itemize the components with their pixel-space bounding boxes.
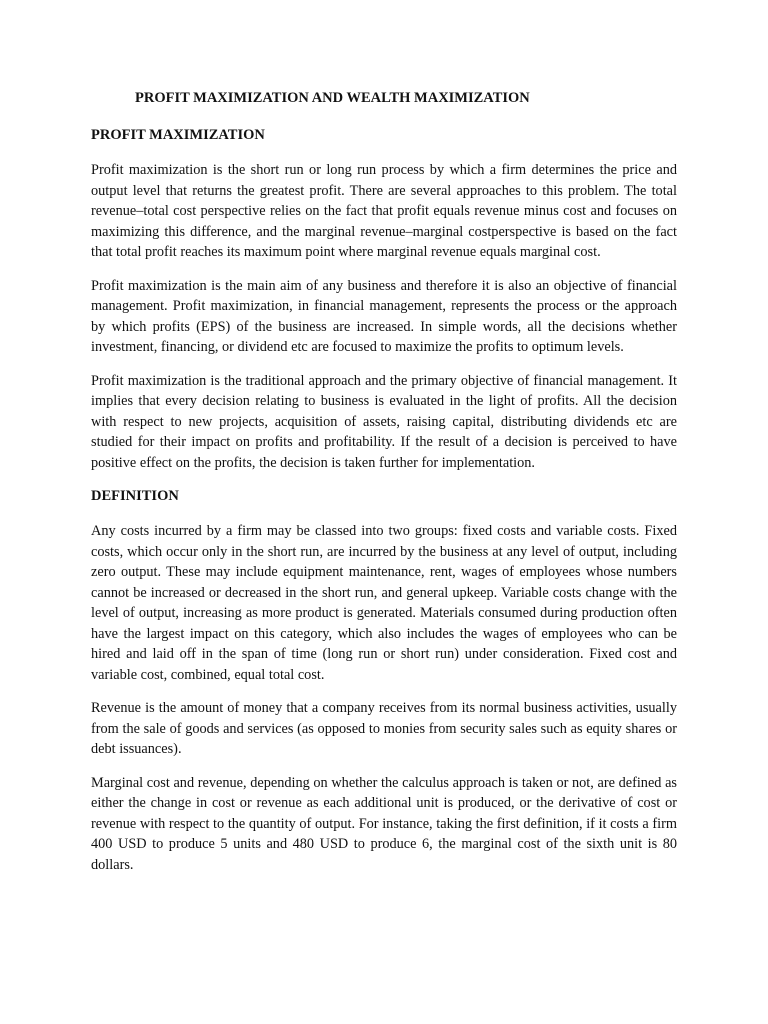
paragraph: Profit maximization is the short run or long run process by which a firm determines the price and output level that returns the greatest profit. There are several approaches to this problem. The total revenue–total cost perspective relies on the fact that profit equals revenue minus cost and focuses on maximizing this difference, and the marginal revenue–marginal costperspective is based on the fact that total profit reaches its maximum point where marginal revenue equals marginal cost. (91, 162, 677, 260)
paragraph: Marginal cost and revenue, depending on whether the calculus approach is taken or not, are defined as either the change in cost or revenue as each additional unit is produced, or the derivative of cost or revenue with respect to the quantity of output. For instance, taking the first definition, if it costs a firm 400 USD to produce 5 units and 480 USD to produce 6, the marginal cost of the sixth unit is 80 dollars. (91, 774, 677, 873)
paragraph: Revenue is the amount of money that a company receives from its normal business activities, usually from the sale of goods and services (as opposed to monies from security sales such as equity shares or debt issuances). (91, 700, 677, 757)
document-title: PROFIT MAXIMIZATION AND WEALTH MAXIMIZATION (135, 90, 530, 106)
document-page (91, 88, 677, 888)
paragraph: Profit maximization is the traditional approach and the primary objective of financial management. It implies that every decision relating to business is evaluated in the light of profits. All the decision with respect to new projects, acquisition of assets, raising capital, distributing dividends etc are studied for their impact on profits and profitability. If the result of a decision is perceived to have positive effect on the profits, the decision is taken further for implementation. (91, 372, 677, 471)
paragraph: Any costs incurred by a firm may be classed into two groups: fixed costs and variable costs. Fixed costs, which occur only in the short run, are incurred by the business at any level of output, including zero output. These may include equipment maintenance, rent, wages of employees whose numbers cannot be increased or decreased in the short run, and general upkeep. Variable costs change with the level of output, increasing as more product is generated. Materials consumed during production often have the largest impact on this category, which also includes the wages of employees who can be hired and laid off in the span of time (long run or short run) under consideration. Fixed cost and variable cost, combined, equal total cost. (91, 523, 677, 683)
paragraph: Profit maximization is the main aim of any business and therefore it is also an objective of financial management. Profit maximization, in financial management, represents the process or the approach by which profits (EPS) of the business are increased. In simple words, all the decisions whether investment, financing, or dividend etc are focused to maximize the profits to optimum levels. (91, 277, 677, 355)
section-heading-definition: DEFINITION (91, 488, 179, 504)
section-heading-profit-maximization: PROFIT MAXIMIZATION (91, 127, 265, 143)
